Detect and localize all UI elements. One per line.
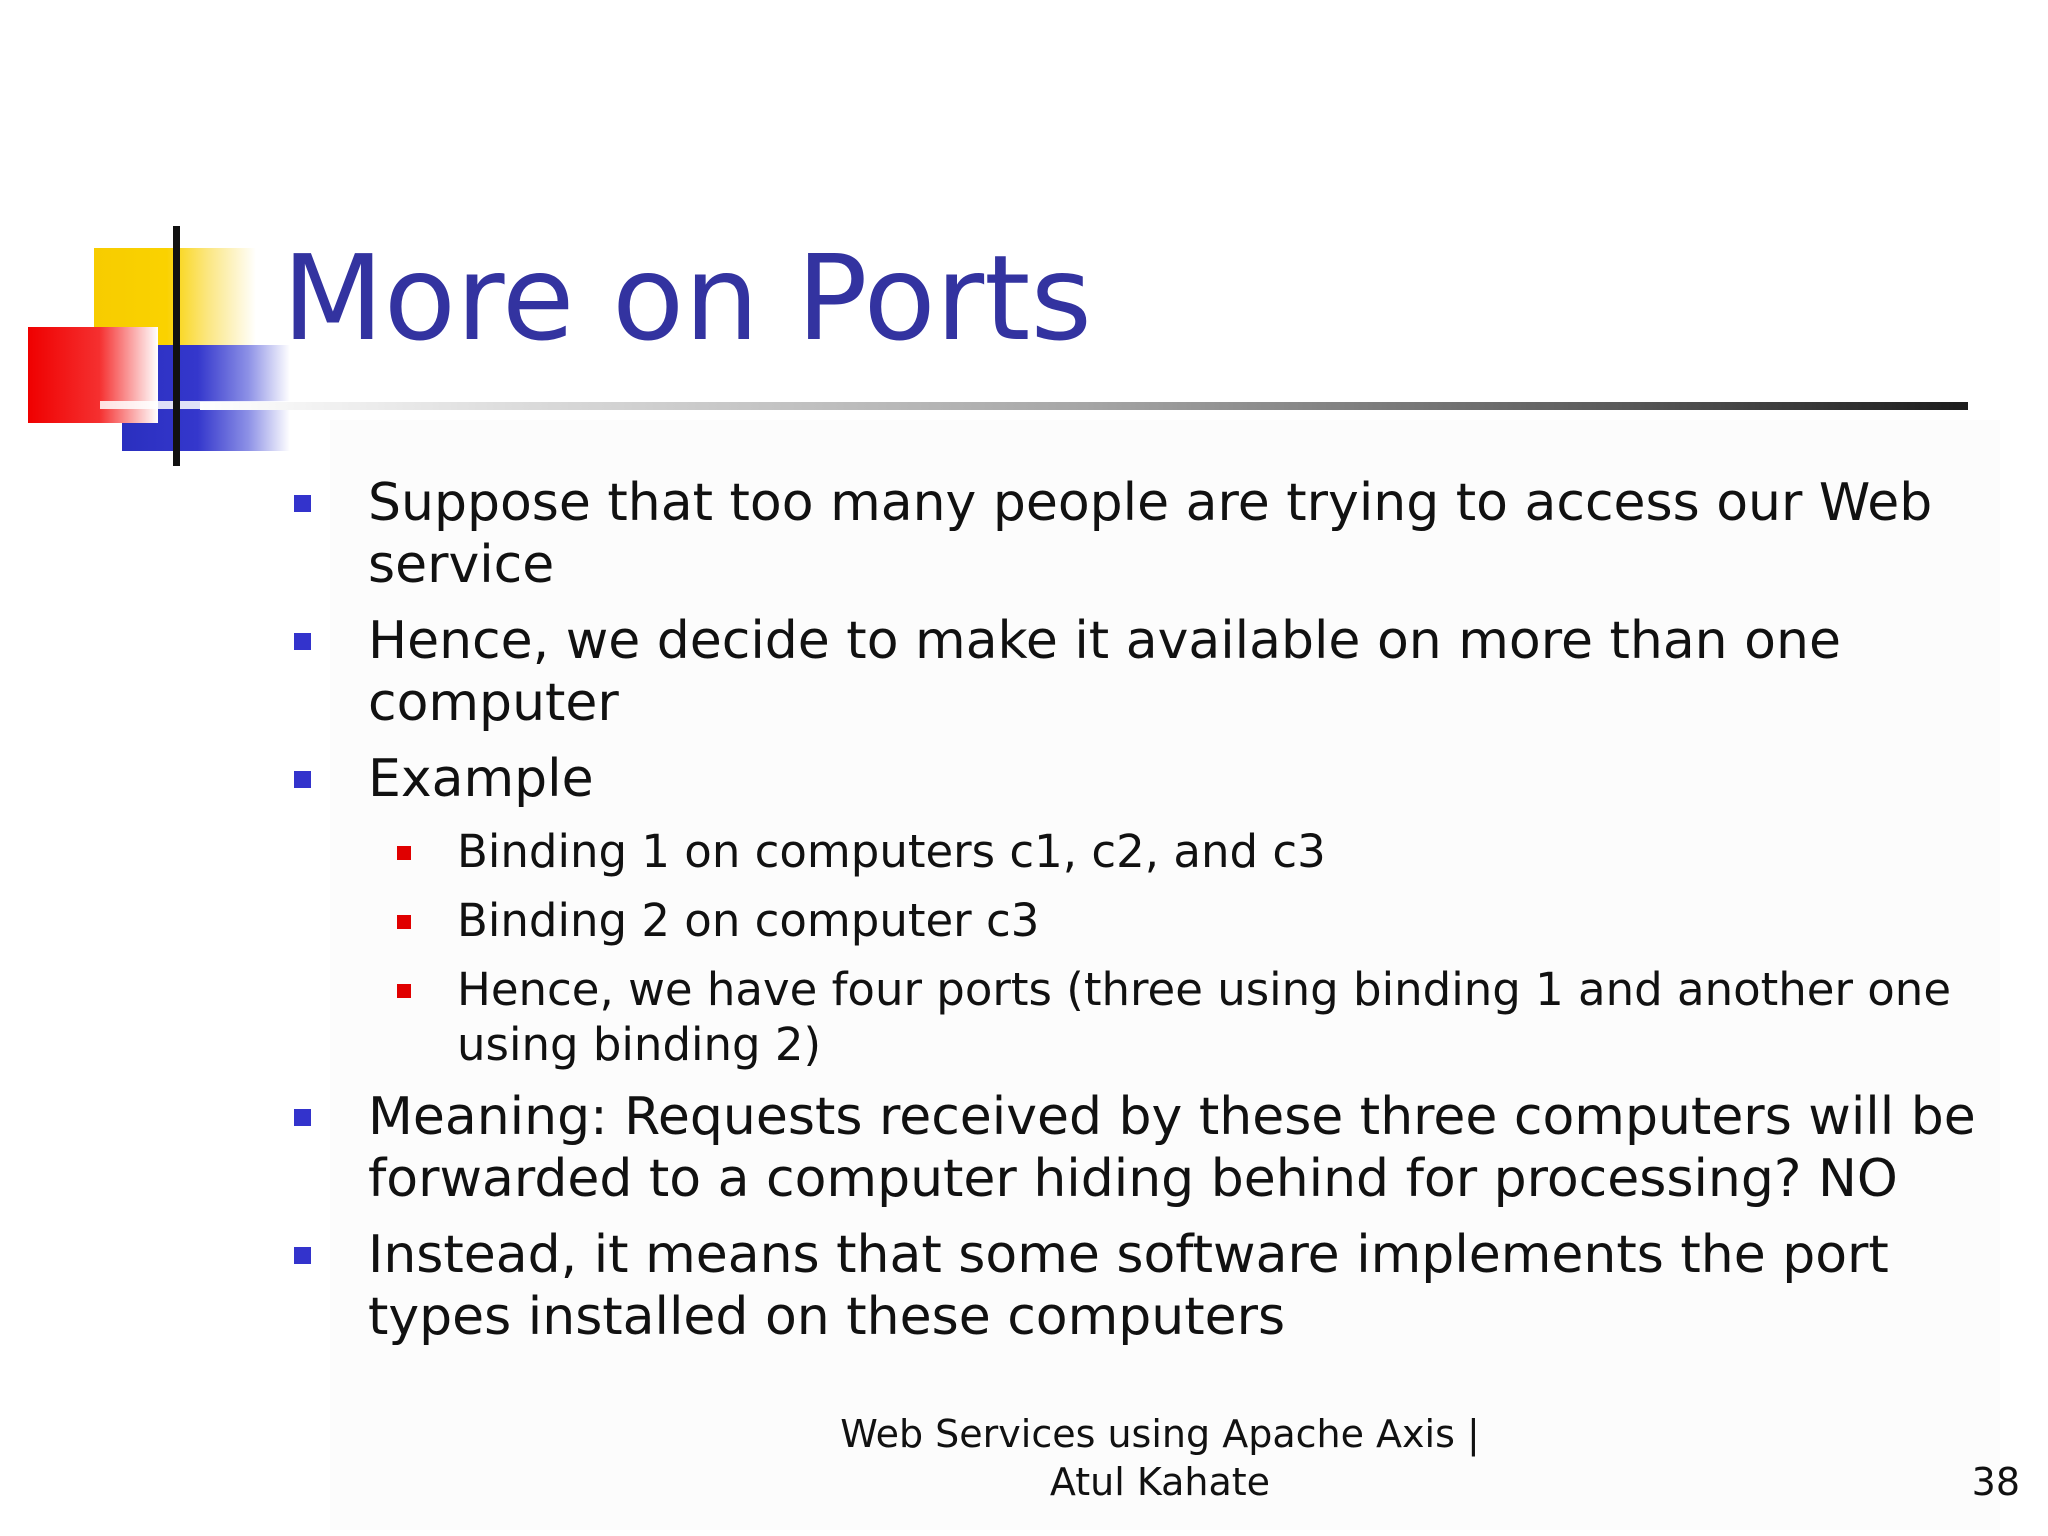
blue-square-bullet-icon xyxy=(294,771,311,788)
sub-bullet-item xyxy=(290,824,1990,879)
sub-bullet-text: Binding 1 on computers c1, c2, and c3 xyxy=(457,825,1326,878)
red-square-bullet-icon xyxy=(397,846,411,860)
bullet-item xyxy=(290,1224,1990,1348)
bullet-text: Instead, it means that some software implements the port types installed on these computers xyxy=(368,1225,1889,1347)
title-underline xyxy=(200,402,1968,410)
footer-author: Atul Kahate xyxy=(1049,1460,1271,1504)
page-number: 38 xyxy=(1971,1460,2020,1504)
bullet-text: Suppose that too many people are trying to access our Web service xyxy=(368,473,1933,595)
bullet-item xyxy=(290,610,1990,734)
bullet-item xyxy=(290,1086,1990,1210)
bullet-item xyxy=(290,472,1990,596)
blue-square-bullet-icon xyxy=(294,1247,311,1264)
bullet-item xyxy=(290,748,1990,810)
blue-square-bullet-icon xyxy=(294,633,311,650)
bullet-text: Example xyxy=(368,749,594,809)
sub-bullet-list xyxy=(290,824,1990,1072)
red-square-bullet-icon xyxy=(397,915,411,929)
sub-bullet-item xyxy=(290,893,1990,948)
footer-line: Web Services using Apache Axis | xyxy=(840,1412,1480,1456)
bullet-text: Meaning: Requests received by these three computers will be forwarded to a computer hiding behind for processing? NO xyxy=(368,1087,1976,1209)
bullet-text: Hence, we decide to make it available on more than one computer xyxy=(368,611,1841,733)
slide-title: More on Ports xyxy=(282,229,1092,367)
sub-bullet-item xyxy=(290,962,1990,1072)
sub-bullet-text: Binding 2 on computer c3 xyxy=(457,894,1040,947)
blue-square-bullet-icon xyxy=(294,1109,311,1126)
red-square-bullet-icon xyxy=(397,984,411,998)
logo-vertical-bar xyxy=(173,226,180,466)
blue-square-bullet-icon xyxy=(294,495,311,512)
bullet-list xyxy=(290,472,1990,1362)
slide-footer xyxy=(800,1410,1520,1506)
sub-bullet-text: Hence, we have four ports (three using binding 1 and another one using binding 2) xyxy=(457,963,1952,1071)
